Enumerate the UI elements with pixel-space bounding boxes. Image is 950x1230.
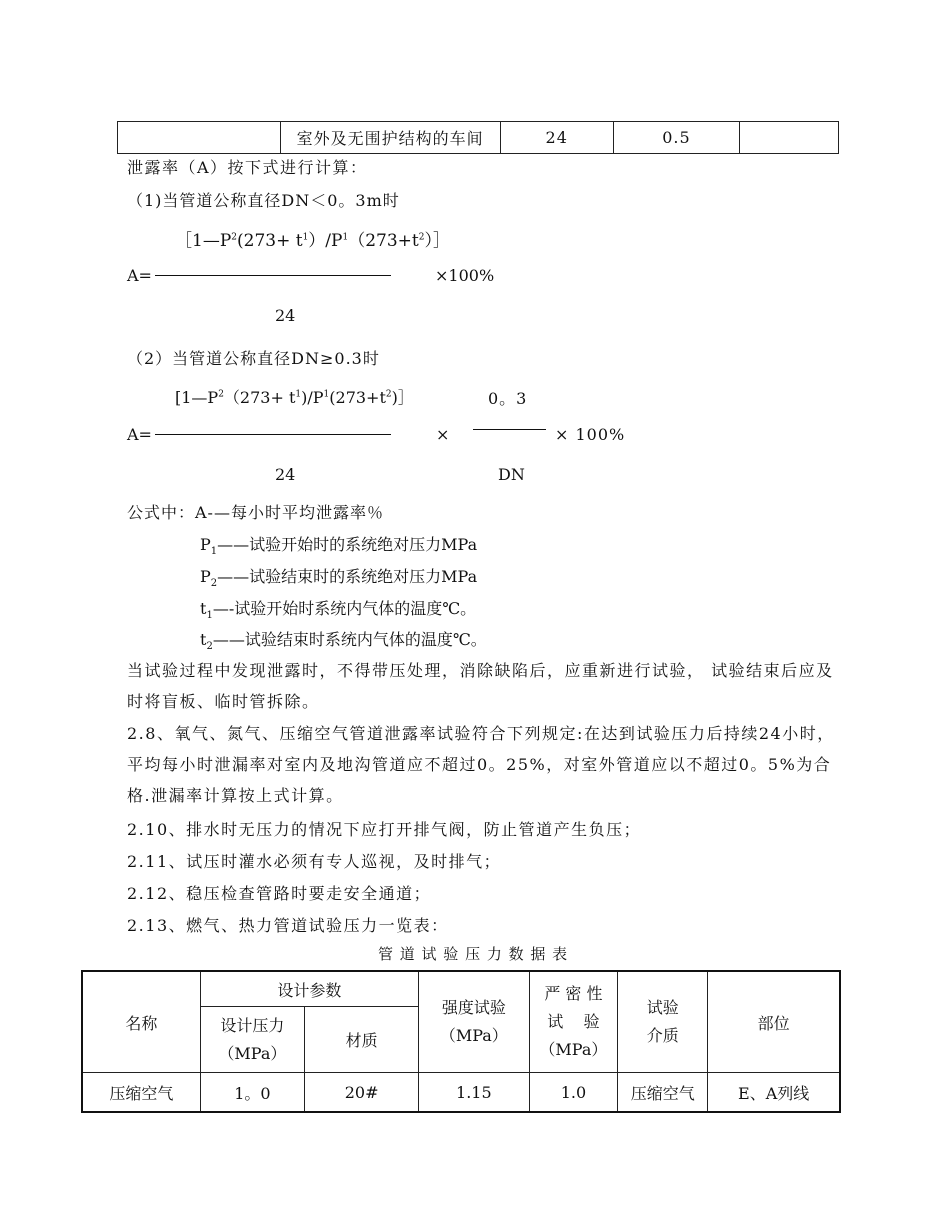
case1-lhs: A= bbox=[127, 266, 152, 285]
case2-times: × bbox=[436, 425, 450, 444]
header-strength: 强度试验 （MPa） bbox=[419, 971, 529, 1073]
pressure-table-title: 管 道 试 验 压 力 数 据 表 bbox=[378, 945, 569, 963]
header-design-pressure: 设计压力 （MPa） bbox=[200, 1007, 305, 1073]
paragraph-2-8: 2.8、氧气、氮气、压缩空气管道泄露率试验符合下列规定:在达到试验压力后持续24小时，平均每小时泄漏率对室内及地沟管道应不超过0。25%，对室外管道应以不超过0。5%为合格.泄漏率计算按上式计算。 bbox=[127, 724, 835, 805]
paragraph-leak-handling: 当试验过程中发现泄露时，不得带压处理，消除缺陷后，应重新进行试验， 试验结束后应及时将盲板、临时管拆除。 bbox=[127, 661, 834, 711]
case1-fraction-line bbox=[155, 275, 391, 276]
header-design: 设计参数 bbox=[200, 971, 418, 1007]
cell-empty bbox=[118, 122, 281, 154]
cell-location: 室外及无围护结构的车间 bbox=[280, 122, 500, 154]
paragraph-2-10: 2.10、排水时无压力的情况下应打开排气阀，防止管道产生负压； bbox=[127, 820, 642, 839]
intro-text: 泄露率（A）按下式进行计算： bbox=[127, 158, 368, 177]
case2-frac-bottom: DN bbox=[498, 465, 525, 484]
header-material: 材质 bbox=[305, 1007, 419, 1073]
cell-name: 压缩空气 bbox=[82, 1073, 200, 1113]
case1-title: （1)当管道公称直径DN＜0。3m时 bbox=[127, 191, 400, 210]
case2-fraction-line bbox=[155, 434, 391, 435]
legend-p1: $P_1——$试验开始时的系统绝对压力MPa bbox=[200, 535, 478, 558]
case2-times2: × 100% bbox=[555, 425, 626, 444]
paragraph-2-11: 2.11、试压时灌水必须有专人巡视，及时排气； bbox=[127, 852, 502, 871]
case2-frac-top: 0。3 bbox=[488, 389, 528, 408]
header-medium: 试验 介质 bbox=[618, 971, 708, 1073]
top-table bbox=[117, 121, 839, 154]
table-header-row bbox=[82, 971, 840, 1007]
legend-p2: $P_2——$试验结束时的系统绝对压力MPa bbox=[200, 567, 478, 590]
cell-hours: 24 bbox=[500, 122, 613, 154]
header-location: 部位 bbox=[708, 971, 840, 1073]
legend-a: 公式中：A-—每小时平均泄露率％ bbox=[127, 503, 384, 522]
cell-empty-end bbox=[740, 122, 839, 154]
cell-rate: 0.5 bbox=[613, 122, 740, 154]
cell-strength: 1.15 bbox=[419, 1073, 529, 1113]
header-name: 名称 bbox=[82, 971, 200, 1073]
paragraph-2-13: 2.13、燃气、热力管道试验压力一览表： bbox=[127, 916, 449, 935]
header-tightness: 严 密 性 试 验 （MPa） bbox=[529, 971, 618, 1073]
paragraph-2-12: 2.12、稳压检查管路时要走安全通道； bbox=[127, 884, 432, 903]
legend-t1: $t_1—-$试验开始时系统内气体的温度℃。 bbox=[200, 599, 477, 622]
case2-small-fraction-line bbox=[473, 429, 546, 430]
cell-medium: 压缩空气 bbox=[618, 1073, 708, 1113]
case2-numerator: [$1—P^2(273+$ $t^1)/P^1(273+t^2)]$ bbox=[175, 388, 414, 407]
cell-location: E、A列线 bbox=[708, 1073, 840, 1113]
case1-numerator: $[1—P^2(273+$ $t^1)/P^1(273+t^2)]$ bbox=[175, 231, 450, 251]
cell-material: 20# bbox=[305, 1073, 419, 1113]
pressure-table bbox=[81, 970, 841, 1113]
case2-denominator: 24 bbox=[275, 465, 296, 484]
table-row bbox=[118, 122, 839, 154]
case1-denominator: 24 bbox=[275, 306, 296, 325]
table-row bbox=[82, 1073, 840, 1113]
case2-title: （2）当管道公称直径DN≥0.3时 bbox=[127, 349, 380, 368]
legend-t2: $t_2——$试验结束时系统内气体的温度℃。 bbox=[200, 630, 487, 653]
case1-times: ×100% bbox=[435, 266, 495, 285]
cell-tightness: 1.0 bbox=[529, 1073, 618, 1113]
case2-lhs: A= bbox=[127, 425, 152, 444]
cell-design-pressure: 1。0 bbox=[200, 1073, 305, 1113]
